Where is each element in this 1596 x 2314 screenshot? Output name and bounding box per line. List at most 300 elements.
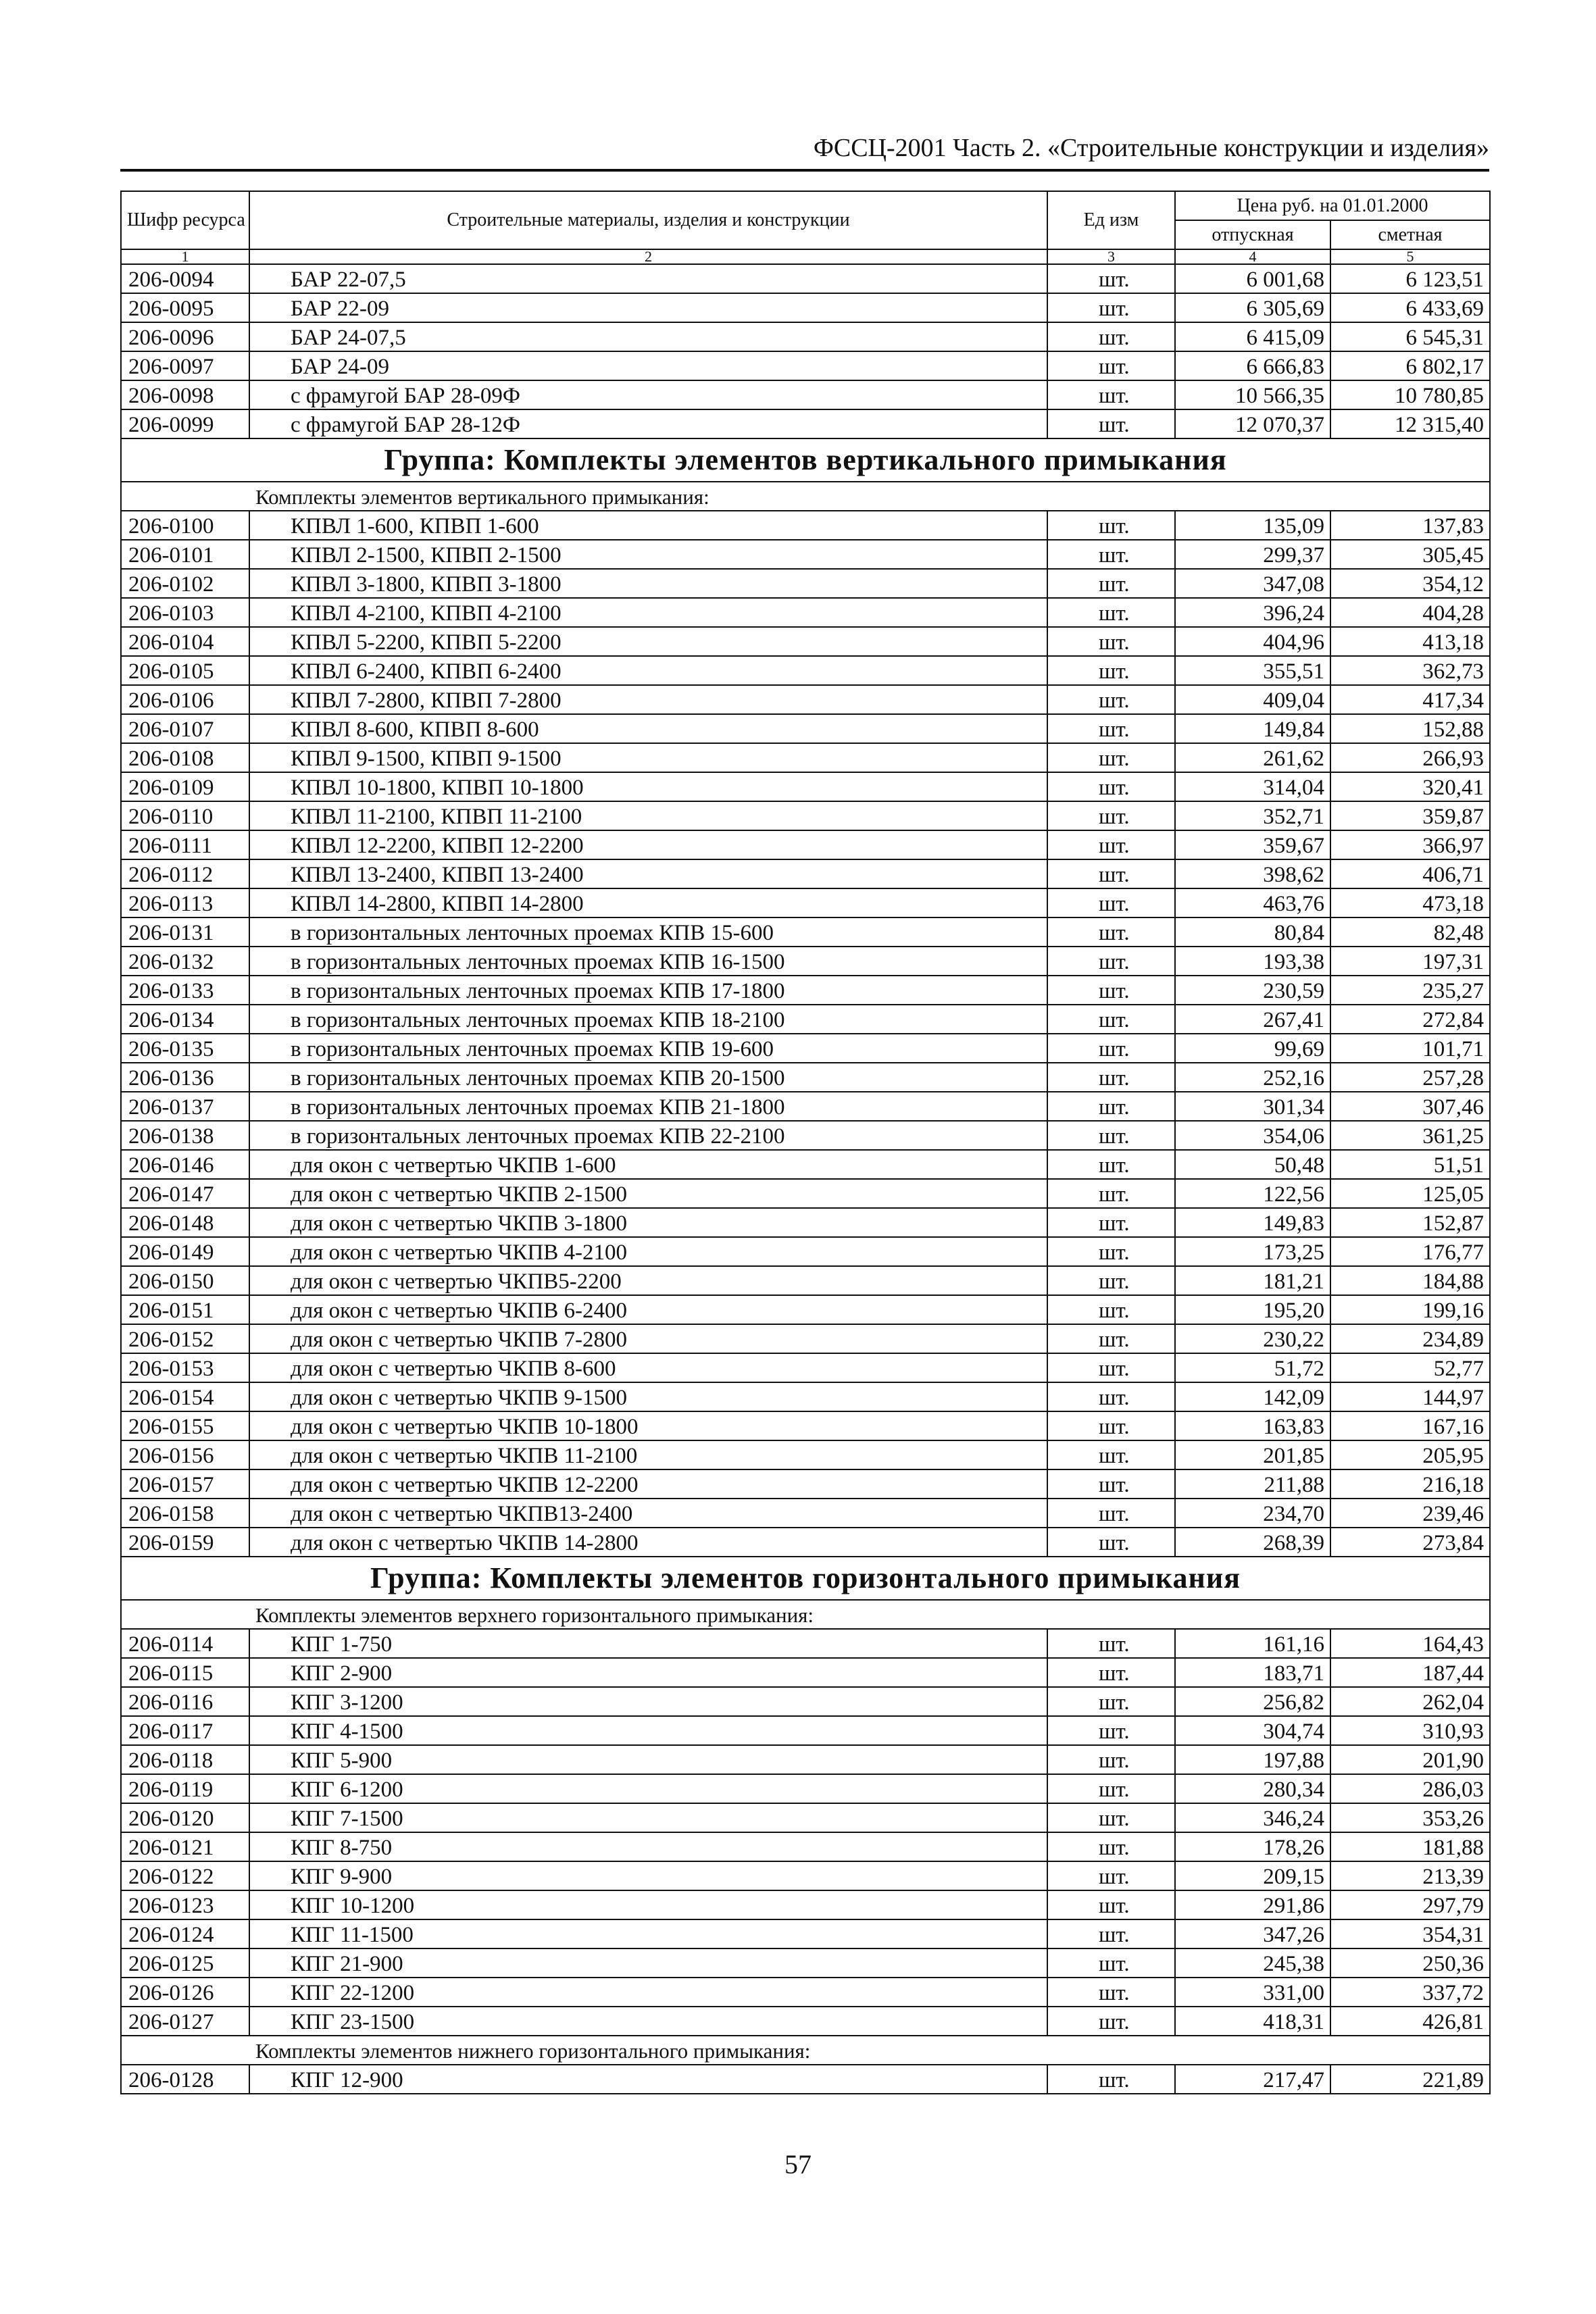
unit: шт. xyxy=(1047,947,1175,976)
item-name: в горизонтальных ленточных проемах КПВ 20-1500 xyxy=(249,1063,1047,1092)
unit: шт. xyxy=(1047,859,1175,888)
unit: шт. xyxy=(1047,1121,1175,1150)
resource-code: 206-0134 xyxy=(121,1005,249,1034)
column-number: 5 xyxy=(1330,249,1490,264)
item-name: для окон с четвертью ЧКПВ 4-2100 xyxy=(249,1237,1047,1266)
table-row xyxy=(121,1629,1490,1658)
table-row xyxy=(121,2065,1490,2094)
estimate-price: 201,90 xyxy=(1330,1745,1490,1774)
release-price: 398,62 xyxy=(1175,859,1330,888)
estimate-price: 266,93 xyxy=(1330,743,1490,772)
release-price: 396,24 xyxy=(1175,598,1330,627)
unit: шт. xyxy=(1047,2007,1175,2036)
column-number: 1 xyxy=(121,249,249,264)
release-price: 6 001,68 xyxy=(1175,264,1330,293)
item-name: КПВЛ 3-1800, КПВП 3-1800 xyxy=(249,569,1047,598)
release-price: 50,48 xyxy=(1175,1150,1330,1179)
table-row xyxy=(121,1440,1490,1469)
release-price: 195,20 xyxy=(1175,1295,1330,1324)
resource-code: 206-0156 xyxy=(121,1440,249,1469)
item-name: для окон с четвертью ЧКПВ 1-600 xyxy=(249,1150,1047,1179)
table-row xyxy=(121,511,1490,540)
document-title: ФССЦ-2001 Часть 2. «Строительные конструкции и изделия» xyxy=(813,134,1489,162)
table-row xyxy=(121,598,1490,627)
unit: шт. xyxy=(1047,1469,1175,1499)
unit: шт. xyxy=(1047,1411,1175,1440)
resource-code: 206-0126 xyxy=(121,1978,249,2007)
table-row xyxy=(121,569,1490,598)
table-row xyxy=(121,1890,1490,1919)
item-name: для окон с четвертью ЧКПВ 7-2800 xyxy=(249,1324,1047,1353)
resource-code: 206-0094 xyxy=(121,264,249,293)
release-price: 301,34 xyxy=(1175,1092,1330,1121)
release-price: 418,31 xyxy=(1175,2007,1330,2036)
item-name: КПВЛ 1-600, КПВП 1-600 xyxy=(249,511,1047,540)
table-row xyxy=(121,1469,1490,1499)
unit: шт. xyxy=(1047,1687,1175,1716)
column-number: 4 xyxy=(1175,249,1330,264)
release-price: 331,00 xyxy=(1175,1978,1330,2007)
table-row xyxy=(121,351,1490,380)
resource-code: 206-0103 xyxy=(121,598,249,627)
unit: шт. xyxy=(1047,1034,1175,1063)
item-name: КПВЛ 8-600, КПВП 8-600 xyxy=(249,714,1047,743)
release-price: 409,04 xyxy=(1175,685,1330,714)
resource-code: 206-0138 xyxy=(121,1121,249,1150)
resource-code: 206-0121 xyxy=(121,1832,249,1861)
resource-code: 206-0149 xyxy=(121,1237,249,1266)
estimate-price: 221,89 xyxy=(1330,2065,1490,2094)
item-name: для окон с четвертью ЧКПВ 10-1800 xyxy=(249,1411,1047,1440)
table-row xyxy=(121,1092,1490,1121)
estimate-price: 239,46 xyxy=(1330,1499,1490,1528)
unit: шт. xyxy=(1047,1208,1175,1237)
estimate-price: 125,05 xyxy=(1330,1179,1490,1208)
item-name: КПГ 9-900 xyxy=(249,1861,1047,1890)
table-row xyxy=(121,1063,1490,1092)
estimate-price: 216,18 xyxy=(1330,1469,1490,1499)
resource-code: 206-0136 xyxy=(121,1063,249,1092)
unit: шт. xyxy=(1047,1295,1175,1324)
release-price: 211,88 xyxy=(1175,1469,1330,1499)
table-row xyxy=(121,1121,1490,1150)
resource-code: 206-0147 xyxy=(121,1179,249,1208)
release-price: 217,47 xyxy=(1175,2065,1330,2094)
estimate-price: 152,87 xyxy=(1330,1208,1490,1237)
resource-code: 206-0098 xyxy=(121,380,249,409)
column-number: 3 xyxy=(1047,249,1175,264)
release-price: 10 566,35 xyxy=(1175,380,1330,409)
unit: шт. xyxy=(1047,830,1175,859)
estimate-price: 353,26 xyxy=(1330,1803,1490,1832)
estimate-price: 6 123,51 xyxy=(1330,264,1490,293)
estimate-price: 413,18 xyxy=(1330,627,1490,656)
table-row xyxy=(121,714,1490,743)
resource-code: 206-0155 xyxy=(121,1411,249,1440)
item-name: КПГ 12-900 xyxy=(249,2065,1047,2094)
group-title: Группа: Комплекты элементов горизонтального примыкания xyxy=(121,1557,1490,1600)
estimate-price: 361,25 xyxy=(1330,1121,1490,1150)
resource-code: 206-0112 xyxy=(121,859,249,888)
group-subtitle-row xyxy=(121,1600,1490,1629)
header-unit: Ед изм xyxy=(1047,191,1175,249)
column-number-row xyxy=(121,249,1490,264)
unit: шт. xyxy=(1047,917,1175,947)
unit: шт. xyxy=(1047,772,1175,801)
estimate-price: 307,46 xyxy=(1330,1092,1490,1121)
estimate-price: 101,71 xyxy=(1330,1034,1490,1063)
estimate-price: 12 315,40 xyxy=(1330,409,1490,438)
group-subtitle: Комплекты элементов верхнего горизонтального примыкания: xyxy=(121,1600,1490,1629)
unit: шт. xyxy=(1047,1890,1175,1919)
header-code: Шифр ресурса xyxy=(121,191,249,249)
release-price: 252,16 xyxy=(1175,1063,1330,1092)
unit: шт. xyxy=(1047,1382,1175,1411)
unit: шт. xyxy=(1047,1658,1175,1687)
estimate-price: 167,16 xyxy=(1330,1411,1490,1440)
table-row xyxy=(121,1150,1490,1179)
table-row xyxy=(121,1528,1490,1557)
unit: шт. xyxy=(1047,976,1175,1005)
table-row xyxy=(121,1034,1490,1063)
estimate-price: 181,88 xyxy=(1330,1832,1490,1861)
table-header-row xyxy=(121,191,1490,220)
estimate-price: 473,18 xyxy=(1330,888,1490,917)
release-price: 149,84 xyxy=(1175,714,1330,743)
header-estimate-price: сметная xyxy=(1330,220,1490,249)
table-row xyxy=(121,380,1490,409)
table-row xyxy=(121,540,1490,569)
release-price: 304,74 xyxy=(1175,1716,1330,1745)
table-row xyxy=(121,1948,1490,1978)
resource-code: 206-0150 xyxy=(121,1266,249,1295)
release-price: 80,84 xyxy=(1175,917,1330,947)
estimate-price: 417,34 xyxy=(1330,685,1490,714)
table-row xyxy=(121,1266,1490,1295)
release-price: 268,39 xyxy=(1175,1528,1330,1557)
estimate-price: 286,03 xyxy=(1330,1774,1490,1803)
item-name: в горизонтальных ленточных проемах КПВ 22-2100 xyxy=(249,1121,1047,1150)
table-row xyxy=(121,772,1490,801)
release-price: 99,69 xyxy=(1175,1034,1330,1063)
resource-code: 206-0106 xyxy=(121,685,249,714)
item-name: БАР 22-07,5 xyxy=(249,264,1047,293)
unit: шт. xyxy=(1047,685,1175,714)
estimate-price: 184,88 xyxy=(1330,1266,1490,1295)
item-name: КПГ 4-1500 xyxy=(249,1716,1047,1745)
table-row xyxy=(121,293,1490,322)
release-price: 51,72 xyxy=(1175,1353,1330,1382)
item-name: в горизонтальных ленточных проемах КПВ 15-600 xyxy=(249,917,1047,947)
unit: шт. xyxy=(1047,1353,1175,1382)
table-row xyxy=(121,264,1490,293)
table-row xyxy=(121,656,1490,685)
resource-code: 206-0105 xyxy=(121,656,249,685)
release-price: 173,25 xyxy=(1175,1237,1330,1266)
estimate-price: 176,77 xyxy=(1330,1237,1490,1266)
unit: шт. xyxy=(1047,1803,1175,1832)
page-number: 57 xyxy=(784,2149,812,2180)
estimate-price: 354,31 xyxy=(1330,1919,1490,1948)
release-price: 347,26 xyxy=(1175,1919,1330,1948)
resource-code: 206-0096 xyxy=(121,322,249,351)
unit: шт. xyxy=(1047,1528,1175,1557)
estimate-price: 51,51 xyxy=(1330,1150,1490,1179)
resource-code: 206-0099 xyxy=(121,409,249,438)
estimate-price: 164,43 xyxy=(1330,1629,1490,1658)
resource-code: 206-0131 xyxy=(121,917,249,947)
item-name: КПГ 11-1500 xyxy=(249,1919,1047,1948)
release-price: 193,38 xyxy=(1175,947,1330,976)
table-row xyxy=(121,888,1490,917)
resource-code: 206-0108 xyxy=(121,743,249,772)
group-subtitle: Комплекты элементов вертикального примыкания: xyxy=(121,482,1490,511)
header-release-price: отпускная xyxy=(1175,220,1330,249)
resource-code: 206-0148 xyxy=(121,1208,249,1237)
resource-code: 206-0123 xyxy=(121,1890,249,1919)
unit: шт. xyxy=(1047,1948,1175,1978)
table-row xyxy=(121,1978,1490,2007)
group-subtitle-row xyxy=(121,482,1490,511)
group-subtitle-row xyxy=(121,2036,1490,2065)
group-subtitle: Комплекты элементов нижнего горизонтального примыкания: xyxy=(121,2036,1490,2065)
estimate-price: 426,81 xyxy=(1330,2007,1490,2036)
table-row xyxy=(121,1411,1490,1440)
table-row xyxy=(121,830,1490,859)
item-name: КПГ 8-750 xyxy=(249,1832,1047,1861)
estimate-price: 205,95 xyxy=(1330,1440,1490,1469)
unit: шт. xyxy=(1047,409,1175,438)
resource-code: 206-0119 xyxy=(121,1774,249,1803)
unit: шт. xyxy=(1047,1092,1175,1121)
release-price: 404,96 xyxy=(1175,627,1330,656)
unit: шт. xyxy=(1047,1324,1175,1353)
table-row xyxy=(121,1745,1490,1774)
item-name: КПГ 7-1500 xyxy=(249,1803,1047,1832)
estimate-price: 406,71 xyxy=(1330,859,1490,888)
estimate-price: 52,77 xyxy=(1330,1353,1490,1382)
resource-code: 206-0118 xyxy=(121,1745,249,1774)
unit: шт. xyxy=(1047,714,1175,743)
item-name: КПВЛ 5-2200, КПВП 5-2200 xyxy=(249,627,1047,656)
estimate-price: 305,45 xyxy=(1330,540,1490,569)
release-price: 135,09 xyxy=(1175,511,1330,540)
resource-code: 206-0146 xyxy=(121,1150,249,1179)
estimate-price: 257,28 xyxy=(1330,1063,1490,1092)
item-name: КПГ 23-1500 xyxy=(249,2007,1047,2036)
unit: шт. xyxy=(1047,1745,1175,1774)
resource-code: 206-0132 xyxy=(121,947,249,976)
estimate-price: 6 545,31 xyxy=(1330,322,1490,351)
estimate-price: 359,87 xyxy=(1330,801,1490,830)
release-price: 6 305,69 xyxy=(1175,293,1330,322)
resource-code: 206-0102 xyxy=(121,569,249,598)
resource-code: 206-0110 xyxy=(121,801,249,830)
resource-code: 206-0125 xyxy=(121,1948,249,1978)
unit: шт. xyxy=(1047,2065,1175,2094)
item-name: БАР 22-09 xyxy=(249,293,1047,322)
item-name: для окон с четвертью ЧКПВ5-2200 xyxy=(249,1266,1047,1295)
unit: шт. xyxy=(1047,293,1175,322)
estimate-price: 337,72 xyxy=(1330,1978,1490,2007)
table-row xyxy=(121,947,1490,976)
item-name: в горизонтальных ленточных проемах КПВ 16-1500 xyxy=(249,947,1047,976)
unit: шт. xyxy=(1047,1716,1175,1745)
resource-code: 206-0100 xyxy=(121,511,249,540)
item-name: КПГ 10-1200 xyxy=(249,1890,1047,1919)
estimate-price: 273,84 xyxy=(1330,1528,1490,1557)
estimate-price: 310,93 xyxy=(1330,1716,1490,1745)
item-name: КПВЛ 11-2100, КПВП 11-2100 xyxy=(249,801,1047,830)
table-row xyxy=(121,1716,1490,1745)
unit: шт. xyxy=(1047,656,1175,685)
group-title-row xyxy=(121,1557,1490,1600)
resource-code: 206-0095 xyxy=(121,293,249,322)
item-name: для окон с четвертью ЧКПВ 2-1500 xyxy=(249,1179,1047,1208)
release-price: 163,83 xyxy=(1175,1411,1330,1440)
release-price: 142,09 xyxy=(1175,1382,1330,1411)
item-name: КПВЛ 6-2400, КПВП 6-2400 xyxy=(249,656,1047,685)
resource-code: 206-0158 xyxy=(121,1499,249,1528)
release-price: 352,71 xyxy=(1175,801,1330,830)
unit: шт. xyxy=(1047,627,1175,656)
release-price: 314,04 xyxy=(1175,772,1330,801)
estimate-price: 404,28 xyxy=(1330,598,1490,627)
unit: шт. xyxy=(1047,888,1175,917)
estimate-price: 354,12 xyxy=(1330,569,1490,598)
resource-code: 206-0137 xyxy=(121,1092,249,1121)
item-name: КПГ 3-1200 xyxy=(249,1687,1047,1716)
table-row xyxy=(121,1005,1490,1034)
unit: шт. xyxy=(1047,1919,1175,1948)
estimate-price: 320,41 xyxy=(1330,772,1490,801)
unit: шт. xyxy=(1047,322,1175,351)
estimate-price: 362,73 xyxy=(1330,656,1490,685)
item-name: БАР 24-07,5 xyxy=(249,322,1047,351)
resource-code: 206-0114 xyxy=(121,1629,249,1658)
table-row xyxy=(121,1382,1490,1411)
table-row xyxy=(121,1179,1490,1208)
release-price: 463,76 xyxy=(1175,888,1330,917)
item-name: в горизонтальных ленточных проемах КПВ 21-1800 xyxy=(249,1092,1047,1121)
resource-code: 206-0117 xyxy=(121,1716,249,1745)
release-price: 291,86 xyxy=(1175,1890,1330,1919)
item-name: для окон с четвертью ЧКПВ 6-2400 xyxy=(249,1295,1047,1324)
item-name: КПВЛ 4-2100, КПВП 4-2100 xyxy=(249,598,1047,627)
resource-code: 206-0107 xyxy=(121,714,249,743)
resource-code: 206-0122 xyxy=(121,1861,249,1890)
release-price: 346,24 xyxy=(1175,1803,1330,1832)
estimate-price: 235,27 xyxy=(1330,976,1490,1005)
estimate-price: 197,31 xyxy=(1330,947,1490,976)
resource-code: 206-0152 xyxy=(121,1324,249,1353)
unit: шт. xyxy=(1047,1978,1175,2007)
group-title-row xyxy=(121,438,1490,482)
resource-code: 206-0127 xyxy=(121,2007,249,2036)
item-name: КПВЛ 13-2400, КПВП 13-2400 xyxy=(249,859,1047,888)
item-name: КПВЛ 12-2200, КПВП 12-2200 xyxy=(249,830,1047,859)
estimate-price: 6 802,17 xyxy=(1330,351,1490,380)
item-name: КПГ 22-1200 xyxy=(249,1978,1047,2007)
header-price: Цена руб. на 01.01.2000 xyxy=(1175,191,1490,220)
group-title: Группа: Комплекты элементов вертикального примыкания xyxy=(121,438,1490,482)
table-row xyxy=(121,859,1490,888)
item-name: БАР 24-09 xyxy=(249,351,1047,380)
resource-code: 206-0115 xyxy=(121,1658,249,1687)
release-price: 354,06 xyxy=(1175,1121,1330,1150)
estimate-price: 144,97 xyxy=(1330,1382,1490,1411)
table-row xyxy=(121,1803,1490,1832)
estimate-price: 213,39 xyxy=(1330,1861,1490,1890)
item-name: КПВЛ 9-1500, КПВП 9-1500 xyxy=(249,743,1047,772)
table-row xyxy=(121,1774,1490,1803)
unit: шт. xyxy=(1047,598,1175,627)
resource-code: 206-0128 xyxy=(121,2065,249,2094)
table-row xyxy=(121,801,1490,830)
table-row xyxy=(121,1861,1490,1890)
table-row xyxy=(121,976,1490,1005)
unit: шт. xyxy=(1047,511,1175,540)
resource-code: 206-0104 xyxy=(121,627,249,656)
resource-code: 206-0153 xyxy=(121,1353,249,1382)
resource-code: 206-0124 xyxy=(121,1919,249,1948)
item-name: КПГ 5-900 xyxy=(249,1745,1047,1774)
resource-code: 206-0101 xyxy=(121,540,249,569)
release-price: 181,21 xyxy=(1175,1266,1330,1295)
resource-code: 206-0135 xyxy=(121,1034,249,1063)
item-name: для окон с четвертью ЧКПВ 9-1500 xyxy=(249,1382,1047,1411)
estimate-price: 10 780,85 xyxy=(1330,380,1490,409)
release-price: 6 666,83 xyxy=(1175,351,1330,380)
table-row xyxy=(121,1324,1490,1353)
table-row xyxy=(121,409,1490,438)
release-price: 280,34 xyxy=(1175,1774,1330,1803)
unit: шт. xyxy=(1047,1266,1175,1295)
release-price: 161,16 xyxy=(1175,1629,1330,1658)
table-row xyxy=(121,685,1490,714)
unit: шт. xyxy=(1047,743,1175,772)
release-price: 209,15 xyxy=(1175,1861,1330,1890)
item-name: для окон с четвертью ЧКПВ 12-2200 xyxy=(249,1469,1047,1499)
estimate-price: 272,84 xyxy=(1330,1005,1490,1034)
unit: шт. xyxy=(1047,540,1175,569)
unit: шт. xyxy=(1047,1063,1175,1092)
release-price: 183,71 xyxy=(1175,1658,1330,1687)
table-row xyxy=(121,1353,1490,1382)
release-price: 355,51 xyxy=(1175,656,1330,685)
resource-code: 206-0157 xyxy=(121,1469,249,1499)
release-price: 267,41 xyxy=(1175,1005,1330,1034)
estimate-price: 152,88 xyxy=(1330,714,1490,743)
item-name: для окон с четвертью ЧКПВ 11-2100 xyxy=(249,1440,1047,1469)
release-price: 6 415,09 xyxy=(1175,322,1330,351)
item-name: для окон с четвертью ЧКПВ13-2400 xyxy=(249,1499,1047,1528)
table-row xyxy=(121,743,1490,772)
release-price: 201,85 xyxy=(1175,1440,1330,1469)
resource-code: 206-0151 xyxy=(121,1295,249,1324)
unit: шт. xyxy=(1047,1861,1175,1890)
release-price: 299,37 xyxy=(1175,540,1330,569)
table-row xyxy=(121,2007,1490,2036)
estimate-price: 297,79 xyxy=(1330,1890,1490,1919)
resource-code: 206-0109 xyxy=(121,772,249,801)
item-name: для окон с четвертью ЧКПВ 8-600 xyxy=(249,1353,1047,1382)
release-price: 347,08 xyxy=(1175,569,1330,598)
release-price: 197,88 xyxy=(1175,1745,1330,1774)
unit: шт. xyxy=(1047,801,1175,830)
item-name: КПГ 6-1200 xyxy=(249,1774,1047,1803)
release-price: 359,67 xyxy=(1175,830,1330,859)
